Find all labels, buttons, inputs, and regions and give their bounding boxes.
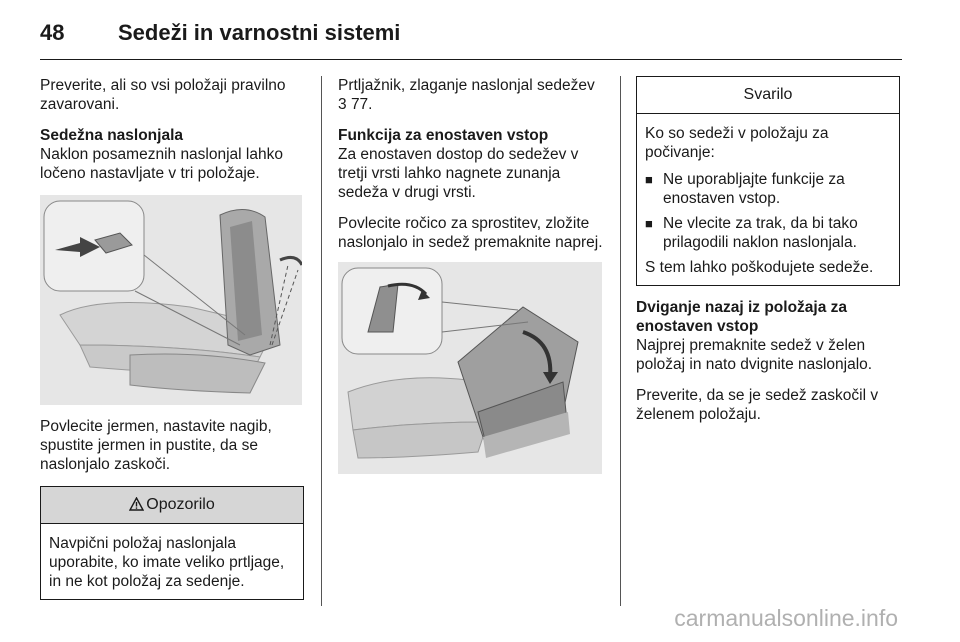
page-number: 48 bbox=[40, 20, 65, 45]
intro-text: Preverite, ali so vsi položaji pravilno zavarovani. bbox=[40, 77, 286, 113]
caution-intro: Ko so sedeži v položaju za počivanje: bbox=[645, 125, 829, 161]
column-divider-1 bbox=[321, 76, 322, 606]
section-text-backrests: Naklon posameznih naslonjal lahko ločeno nastavljate v tri položaje. bbox=[40, 146, 283, 182]
warning-body bbox=[41, 524, 303, 599]
column-1 bbox=[40, 76, 304, 600]
page-title: Sedeži in varnostni sistemi bbox=[118, 20, 401, 45]
easy-entry-figure bbox=[338, 262, 602, 474]
page-header bbox=[40, 14, 902, 54]
reference-arrow-icon: 3 bbox=[338, 96, 347, 113]
caution-bullet-2 bbox=[645, 214, 891, 252]
warning-box bbox=[40, 486, 304, 600]
reference-page: 77. bbox=[350, 96, 373, 113]
column-2 bbox=[338, 76, 604, 474]
section-text-easy-entry: Za enostaven dostop do sedežev v tretji vrsti lahko nagnete zunanja sedeža v drugi vrsti. bbox=[338, 146, 579, 201]
seat-backrest-figure bbox=[40, 195, 302, 405]
caution-title: Svarilo bbox=[743, 86, 793, 103]
luggage-reference bbox=[338, 76, 604, 114]
column-3 bbox=[636, 76, 900, 436]
easy-entry-instruction: Povlecite ročico za sprostitev, zložite naslonjalo in sedež premaknite naprej. bbox=[338, 215, 603, 251]
caution-body bbox=[637, 114, 899, 285]
section-heading-backrests: Sedežna naslonjala bbox=[40, 127, 183, 144]
warning-triangle-icon bbox=[129, 489, 144, 525]
header-rule bbox=[40, 59, 902, 60]
bullet-square-icon: ■ bbox=[645, 172, 653, 187]
bullet-square-icon: ■ bbox=[645, 216, 653, 231]
caution-bullet-1 bbox=[645, 170, 891, 208]
caution-outro: S tem lahko poškodujete sedeže. bbox=[645, 259, 874, 276]
caution-bullet-text: Ne uporabljajte funkcije za enostaven vstop. bbox=[663, 171, 845, 207]
easy-entry-illustration bbox=[338, 262, 602, 474]
watermark: carmanualsonline.info bbox=[674, 605, 898, 631]
reference-text: Prtljažnik, zlaganje naslonjal sedežev bbox=[338, 77, 595, 94]
warning-title: Opozorilo bbox=[146, 496, 215, 513]
warning-text: Navpični položaj naslonjala uporabite, ko imate veliko prtljage, in ne kot položaj za sedenje. bbox=[49, 535, 285, 590]
check-latched-text: Preverite, da se je sedež zaskočil v želenem položaju. bbox=[636, 387, 879, 423]
caution-box bbox=[636, 76, 900, 286]
column-divider-2 bbox=[620, 76, 621, 606]
warning-header bbox=[41, 487, 303, 524]
pull-strap-text: Povlecite jermen, nastavite nagib, spustite jermen in pustite, da se naslonjalo zaskoči. bbox=[40, 418, 272, 473]
section-heading-easy-entry: Funkcija za enostaven vstop bbox=[338, 127, 549, 144]
section-heading-raise-back: Dviganje nazaj iz položaja za enostaven vstop bbox=[636, 299, 848, 335]
seat-backrest-illustration bbox=[40, 195, 302, 405]
section-text-raise-back: Najprej premaknite sedež v želen položaj in nato dvignite naslonjalo. bbox=[636, 337, 873, 373]
caution-bullet-text: Ne vlecite za trak, da bi tako prilagodili naklon naslonjala. bbox=[663, 215, 858, 251]
caution-header bbox=[637, 77, 899, 114]
